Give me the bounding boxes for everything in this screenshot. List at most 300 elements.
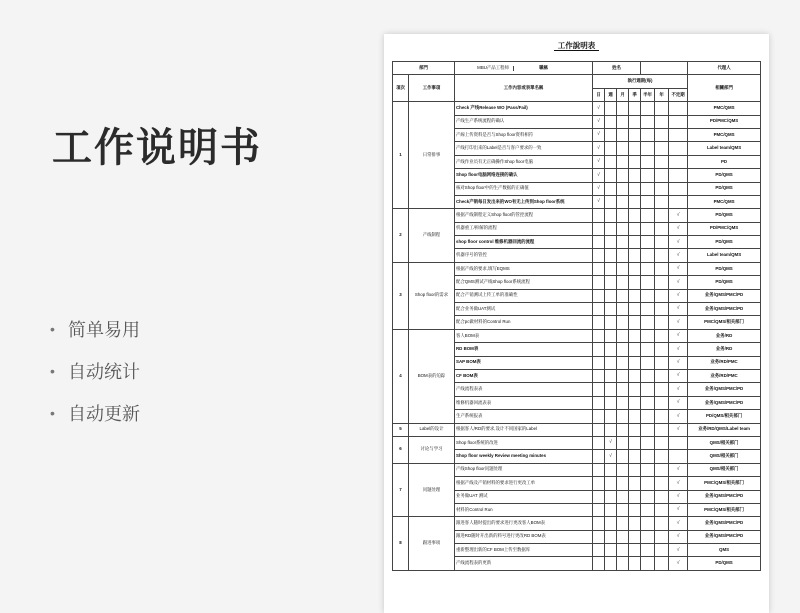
period-cell — [593, 503, 605, 516]
period-cell — [641, 436, 655, 449]
period-cell: √ — [669, 544, 688, 557]
period-cell — [629, 410, 641, 423]
period-cell — [605, 115, 617, 128]
dept-value-text: MBU产品工程师 — [474, 66, 514, 71]
work-content: 跟进客人随时提出的要求进行更改客人BOM表 — [455, 517, 593, 530]
period-cell — [617, 303, 629, 316]
period-cell — [617, 450, 629, 463]
item-number: 6 — [393, 436, 409, 463]
period-cell — [593, 544, 605, 557]
period-cell — [629, 436, 641, 449]
period-cell — [605, 155, 617, 168]
period-cell — [593, 557, 605, 570]
period-cell — [593, 222, 605, 235]
dept-label: 部門 — [393, 62, 455, 75]
period-cell — [641, 115, 655, 128]
work-content: 产线流程表表 — [455, 383, 593, 396]
work-content: 产线生产系统流程的确认 — [455, 115, 593, 128]
period-cell — [629, 503, 641, 516]
period-cell — [655, 316, 669, 329]
work-content: 根据产线制程定义Shop floor的管控流程 — [455, 209, 593, 222]
role-value: 職稱 — [539, 64, 548, 70]
period-cell — [655, 195, 669, 208]
item-number: 4 — [393, 329, 409, 423]
period-cell — [629, 182, 641, 195]
period-cell — [655, 463, 669, 476]
period-cell — [641, 544, 655, 557]
period-cell — [629, 128, 641, 141]
period-cell — [605, 182, 617, 195]
period-cell — [629, 490, 641, 503]
period-cell — [605, 369, 617, 382]
period-cell — [629, 236, 641, 249]
period-cell — [641, 303, 655, 316]
table-row — [393, 262, 761, 275]
feature-item — [50, 392, 140, 434]
related-dept: 业务/QMS/PMC/PD — [688, 383, 761, 396]
related-dept: PD/QMS — [688, 236, 761, 249]
period-cell — [593, 517, 605, 530]
related-dept: 业务/RD — [688, 329, 761, 342]
document-title: 工作說明表 — [384, 40, 769, 51]
period-cell — [593, 450, 605, 463]
period-week: 週 — [605, 88, 617, 101]
period-cell — [605, 396, 617, 409]
work-content: 生产系统报表 — [455, 410, 593, 423]
period-cell — [655, 169, 669, 182]
work-content: 根据产线及产销材料的要求进行更改工单 — [455, 477, 593, 490]
period-cell — [655, 396, 669, 409]
work-item: BOM表的迫踪 — [409, 329, 455, 423]
period-cell — [641, 316, 655, 329]
period-cell — [629, 249, 641, 262]
period-cell — [593, 289, 605, 302]
header-item: 工作事項 — [409, 75, 455, 102]
period-cell — [605, 410, 617, 423]
bullet-dot-icon: • — [50, 321, 55, 337]
period-cell — [593, 209, 605, 222]
work-item: Label的设计 — [409, 423, 455, 436]
period-cell — [641, 343, 655, 356]
period-cell — [605, 169, 617, 182]
related-dept: 业务/QMS/PMC/PD — [688, 530, 761, 543]
period-cell — [641, 557, 655, 570]
period-cell — [629, 477, 641, 490]
item-number: 2 — [393, 209, 409, 263]
period-cell — [669, 182, 688, 195]
work-content: 配合pc做材料的Control Run — [455, 316, 593, 329]
period-cell — [629, 102, 641, 115]
period-cell: √ — [669, 222, 688, 235]
period-cell — [593, 383, 605, 396]
table-row — [393, 102, 761, 115]
period-cell — [617, 102, 629, 115]
period-cell — [641, 128, 655, 141]
related-dept: PMC/QMS — [688, 102, 761, 115]
period-cell — [605, 329, 617, 342]
period-cell — [655, 450, 669, 463]
period-cell: √ — [669, 316, 688, 329]
period-cell — [605, 316, 617, 329]
period-cell: √ — [669, 557, 688, 570]
period-cell — [641, 517, 655, 530]
period-cell — [641, 477, 655, 490]
period-cell — [641, 222, 655, 235]
table-row — [393, 463, 761, 476]
feature-list — [50, 308, 140, 434]
period-cell: √ — [669, 262, 688, 275]
table-row — [393, 436, 761, 449]
period-cell — [629, 450, 641, 463]
period-cell: √ — [669, 289, 688, 302]
period-cell — [655, 142, 669, 155]
period-cell — [629, 222, 641, 235]
period-cell — [641, 155, 655, 168]
feature-label: 简单易用 — [68, 320, 140, 340]
period-cell — [617, 490, 629, 503]
period-cell — [655, 343, 669, 356]
period-cell — [655, 410, 669, 423]
period-cell — [641, 383, 655, 396]
period-cell: √ — [669, 329, 688, 342]
related-dept: PMC/QMS/相关部门 — [688, 477, 761, 490]
period-cell — [641, 102, 655, 115]
period-cell — [617, 356, 629, 369]
period-cell — [629, 557, 641, 570]
period-cell — [629, 530, 641, 543]
period-cell — [605, 530, 617, 543]
related-dept: PMC/QMS — [688, 128, 761, 141]
period-cell — [655, 544, 669, 557]
document-preview — [384, 34, 769, 613]
work-content: 根据客人/RD的要求,设计不同国家的Label — [455, 423, 593, 436]
period-cell — [655, 503, 669, 516]
related-dept: Label team/QMS — [688, 142, 761, 155]
related-dept: 业务/QMS/PMC/PD — [688, 289, 761, 302]
period-cell — [593, 276, 605, 289]
period-cell — [605, 383, 617, 396]
period-cell — [617, 249, 629, 262]
period-cell — [605, 303, 617, 316]
period-cell — [669, 450, 688, 463]
period-cell — [629, 303, 641, 316]
work-content: 维修机器回流表表 — [455, 396, 593, 409]
period-cell — [593, 396, 605, 409]
period-cell — [641, 142, 655, 155]
period-cell — [629, 142, 641, 155]
period-cell — [629, 423, 641, 436]
work-content: 配合产销测试上传工单的准确性 — [455, 289, 593, 302]
period-irregular: 不定期 — [669, 88, 688, 101]
work-content: 业务做UAT 测试 — [455, 490, 593, 503]
period-cell — [629, 276, 641, 289]
period-cell — [655, 436, 669, 449]
period-cell: √ — [669, 249, 688, 262]
period-cell — [655, 477, 669, 490]
work-content: RD BOM表 — [455, 343, 593, 356]
period-cell — [617, 463, 629, 476]
period-cell — [617, 343, 629, 356]
related-dept: 业务/QMS/PMC/PD — [688, 303, 761, 316]
related-dept: QMS/相关部门 — [688, 463, 761, 476]
period-cell — [617, 276, 629, 289]
period-cell — [669, 128, 688, 141]
slide-title: 工作说明书 — [52, 125, 262, 171]
header-period: 執行週期(每) — [593, 75, 688, 88]
period-cell — [629, 383, 641, 396]
period-cell — [641, 195, 655, 208]
period-cell — [655, 182, 669, 195]
period-cell: √ — [669, 276, 688, 289]
related-dept: PD/QMS — [688, 209, 761, 222]
period-cell — [617, 289, 629, 302]
period-cell: √ — [669, 463, 688, 476]
period-cell — [641, 410, 655, 423]
period-cell — [669, 436, 688, 449]
related-dept: 业务/QMS/PMC/PD — [688, 396, 761, 409]
period-cell — [593, 477, 605, 490]
period-cell — [629, 356, 641, 369]
period-cell: √ — [593, 102, 605, 115]
period-year: 年 — [655, 88, 669, 101]
table-row — [393, 209, 761, 222]
period-cell: √ — [669, 490, 688, 503]
work-content: 材料的Control Run — [455, 503, 593, 516]
work-content: CF BOM表 — [455, 369, 593, 382]
period-cell: √ — [593, 142, 605, 155]
period-cell — [617, 369, 629, 382]
period-cell — [605, 503, 617, 516]
item-number: 1 — [393, 102, 409, 209]
period-cell — [617, 195, 629, 208]
period-cell — [641, 236, 655, 249]
period-cell — [641, 450, 655, 463]
period-cell — [605, 102, 617, 115]
bullet-dot-icon: • — [50, 405, 55, 421]
work-content: 客人BOM表 — [455, 329, 593, 342]
period-cell — [641, 463, 655, 476]
header-row — [393, 75, 761, 88]
period-cell — [593, 249, 605, 262]
period-cell — [629, 369, 641, 382]
period-cell: √ — [669, 503, 688, 516]
period-cell — [617, 530, 629, 543]
period-cell — [593, 316, 605, 329]
period-cell — [641, 249, 655, 262]
work-content: 机器序号的管控 — [455, 249, 593, 262]
period-cell: √ — [669, 369, 688, 382]
period-cell — [629, 195, 641, 208]
work-description-table — [392, 61, 761, 571]
period-cell — [629, 316, 641, 329]
period-halfyear: 半年 — [641, 88, 655, 101]
table-row — [393, 423, 761, 436]
period-cell — [593, 530, 605, 543]
period-cell — [655, 329, 669, 342]
period-cell — [641, 530, 655, 543]
period-cell — [629, 289, 641, 302]
related-dept: PD/QMS/相关部门 — [688, 410, 761, 423]
period-cell — [605, 276, 617, 289]
work-content: Shop floor系统的改进 — [455, 436, 593, 449]
period-cell — [593, 436, 605, 449]
period-cell — [655, 209, 669, 222]
period-cell — [617, 169, 629, 182]
period-cell — [655, 128, 669, 141]
info-row — [393, 62, 761, 75]
period-cell — [617, 477, 629, 490]
work-content: 配合QMS测试产线Shop floor系统流程 — [455, 276, 593, 289]
feature-item — [50, 350, 140, 392]
period-cell — [669, 142, 688, 155]
period-cell — [629, 396, 641, 409]
related-dept: QMS/相关部门 — [688, 450, 761, 463]
period-cell — [605, 289, 617, 302]
related-dept: PD/QMS — [688, 262, 761, 275]
work-content: 跟进RD随时开出新的料号进行更改RD BOM表 — [455, 530, 593, 543]
period-cell — [593, 410, 605, 423]
period-cell: √ — [669, 410, 688, 423]
period-cell: √ — [669, 477, 688, 490]
period-cell — [605, 477, 617, 490]
period-cell — [617, 410, 629, 423]
period-cell: √ — [669, 343, 688, 356]
period-cell — [669, 155, 688, 168]
name-label: 姓名 — [593, 62, 641, 75]
period-cell — [669, 115, 688, 128]
period-cell — [605, 142, 617, 155]
period-cell — [629, 544, 641, 557]
period-cell — [641, 490, 655, 503]
work-content: 产线打印出来的Label是否与客户要求的一致 — [455, 142, 593, 155]
period-cell — [605, 236, 617, 249]
period-cell — [655, 262, 669, 275]
work-content: 产線上传资料是否与Shop floor资料相符 — [455, 128, 593, 141]
period-cell — [605, 356, 617, 369]
period-cell — [617, 383, 629, 396]
period-cell — [593, 343, 605, 356]
work-content: Check产销每日发出来的WO有无上传到Shop floor系统 — [455, 195, 593, 208]
period-cell: √ — [605, 436, 617, 449]
work-content: 配合业务做UAT测试 — [455, 303, 593, 316]
work-content: 产线流程表的更新 — [455, 557, 593, 570]
related-dept: 业务/RD/PMC — [688, 356, 761, 369]
period-cell — [605, 249, 617, 262]
period-cell — [605, 209, 617, 222]
period-cell — [641, 503, 655, 516]
period-cell — [641, 289, 655, 302]
period-cell — [605, 517, 617, 530]
work-content: 根据产线的要求,填写EQMS — [455, 262, 593, 275]
header-dept: 相關部門 — [688, 75, 761, 102]
period-cell — [669, 102, 688, 115]
period-cell — [605, 128, 617, 141]
related-dept: 业务/RD/PMC — [688, 369, 761, 382]
related-dept: PD/QMS — [688, 169, 761, 182]
period-cell — [641, 329, 655, 342]
table-row — [393, 517, 761, 530]
period-cell — [605, 557, 617, 570]
period-cell — [629, 517, 641, 530]
period-cell — [669, 169, 688, 182]
period-quarter: 季 — [629, 88, 641, 101]
period-cell — [655, 155, 669, 168]
work-content: Shop floor电脑网络连接的确认 — [455, 169, 593, 182]
table-row — [393, 329, 761, 342]
period-cell — [617, 142, 629, 155]
related-dept: 业务/QMS/PMC/PD — [688, 490, 761, 503]
slide-left-panel — [0, 0, 380, 613]
period-cell — [593, 262, 605, 275]
related-dept: PD/PMC/QMS — [688, 222, 761, 235]
work-content: 机器重工/拆解的流程 — [455, 222, 593, 235]
period-cell: √ — [669, 236, 688, 249]
period-cell — [655, 115, 669, 128]
period-cell — [655, 517, 669, 530]
period-cell — [641, 369, 655, 382]
related-dept: PMC/QMS — [688, 195, 761, 208]
period-cell — [655, 356, 669, 369]
period-month: 月 — [617, 88, 629, 101]
period-cell — [641, 276, 655, 289]
period-cell: √ — [593, 155, 605, 168]
period-cell — [655, 276, 669, 289]
period-cell — [617, 209, 629, 222]
item-number: 7 — [393, 463, 409, 517]
period-cell — [655, 383, 669, 396]
period-cell: √ — [669, 530, 688, 543]
work-item: 讨论与学习 — [409, 436, 455, 463]
period-cell: √ — [593, 169, 605, 182]
period-cell — [641, 396, 655, 409]
related-dept: PD/PMC/QMS — [688, 115, 761, 128]
related-dept: 业务/QMS/PMC/PD — [688, 517, 761, 530]
period-cell: √ — [669, 396, 688, 409]
work-content: 产线Shop floor问题处理 — [455, 463, 593, 476]
header-content: 工作內容或表單名稱 — [455, 75, 593, 102]
period-cell — [617, 262, 629, 275]
period-cell — [593, 463, 605, 476]
period-cell: √ — [669, 303, 688, 316]
related-dept: PD/QMS — [688, 557, 761, 570]
name-value — [641, 62, 688, 75]
work-content: Shop floor weekly Review meeting minutes — [455, 450, 593, 463]
period-cell — [629, 155, 641, 168]
period-cell — [605, 343, 617, 356]
item-number: 5 — [393, 423, 409, 436]
period-cell: √ — [593, 182, 605, 195]
period-cell — [617, 128, 629, 141]
period-cell — [629, 115, 641, 128]
period-cell — [605, 222, 617, 235]
period-cell — [617, 236, 629, 249]
work-item: 日常排事 — [409, 102, 455, 209]
related-dept: PD/QMS — [688, 182, 761, 195]
related-dept: PMC/QMS/相关部门 — [688, 316, 761, 329]
period-cell — [605, 463, 617, 476]
period-cell — [669, 195, 688, 208]
period-cell: √ — [669, 423, 688, 436]
period-cell — [617, 115, 629, 128]
bullet-dot-icon: • — [50, 363, 55, 379]
related-dept: QMS/相关部门 — [688, 436, 761, 449]
dept-value — [455, 62, 593, 75]
header-no: 項次 — [393, 75, 409, 102]
work-item: 跟进事项 — [409, 517, 455, 571]
period-cell — [655, 530, 669, 543]
period-cell — [605, 423, 617, 436]
period-cell — [617, 222, 629, 235]
